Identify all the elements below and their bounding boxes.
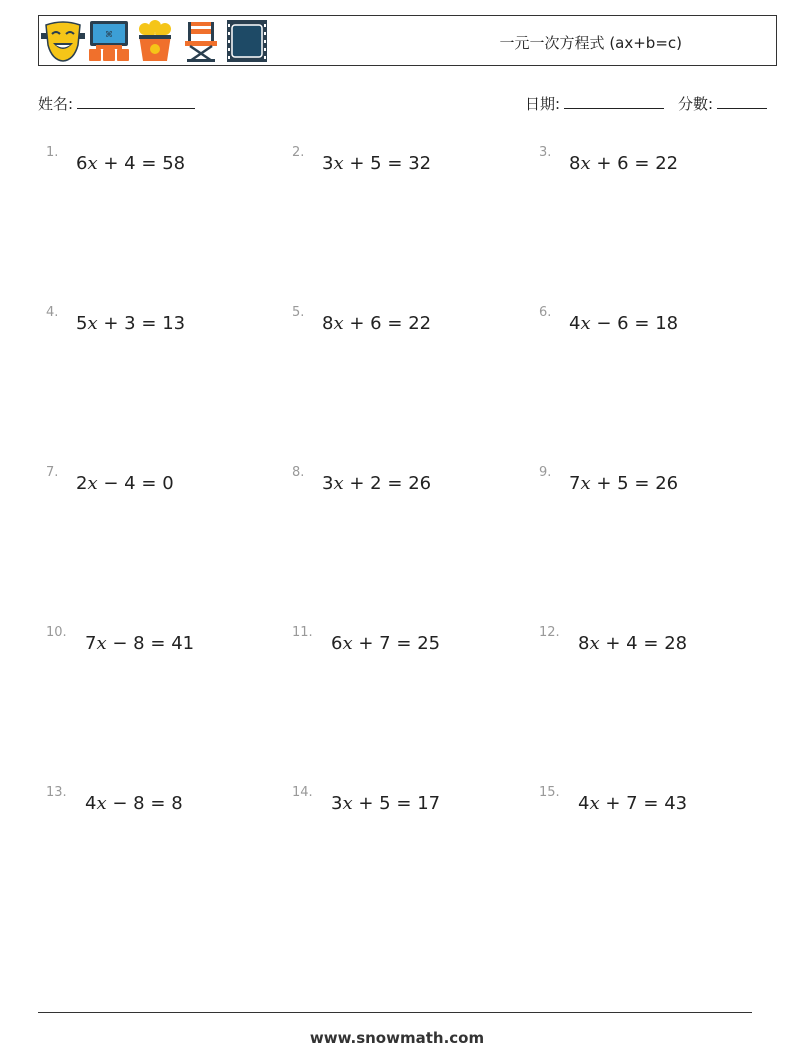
equation-variable: x <box>580 313 591 334</box>
problem-number: 13. <box>46 785 67 800</box>
equation-constant: 5 <box>370 153 382 174</box>
problem-item <box>539 145 769 175</box>
equation-constant: 2 <box>370 473 382 494</box>
equation-constant: 8 <box>133 633 145 654</box>
equation-equals-sign: = <box>387 153 403 174</box>
name-label: 姓名: <box>38 95 74 113</box>
problem-number: 3. <box>539 145 552 160</box>
equation-constant: 7 <box>626 793 638 814</box>
equation-operator: + <box>349 473 365 494</box>
equation <box>578 793 687 814</box>
equation <box>85 633 194 654</box>
equation-operator: + <box>349 153 365 174</box>
equation-constant: 7 <box>379 633 391 654</box>
equation-constant: 5 <box>617 473 629 494</box>
equation-result: 0 <box>162 473 174 494</box>
equation-operator: + <box>103 153 119 174</box>
equation <box>578 633 687 654</box>
equation-coefficient: 5 <box>76 313 88 334</box>
equation-operator: + <box>596 473 612 494</box>
equation-variable: x <box>342 633 353 654</box>
equation <box>76 153 185 174</box>
equation <box>331 633 440 654</box>
equation-coefficient: 8 <box>578 633 590 654</box>
equation-variable: x <box>589 793 600 814</box>
score-field <box>678 93 767 114</box>
equation-coefficient: 2 <box>76 473 88 494</box>
equation-equals-sign: = <box>634 153 650 174</box>
equation-constant: 5 <box>379 793 391 814</box>
equation-variable: x <box>580 153 591 174</box>
equation <box>85 793 183 814</box>
equation-coefficient: 8 <box>322 313 334 334</box>
date-field <box>525 93 664 114</box>
footer-divider <box>38 1012 752 1013</box>
problem-item <box>539 785 769 815</box>
equation-result: 26 <box>655 473 679 494</box>
equation-coefficient: 4 <box>578 793 590 814</box>
equation-equals-sign: = <box>634 313 650 334</box>
equation-equals-sign: = <box>141 153 157 174</box>
date-blank[interactable] <box>564 94 664 109</box>
equation-coefficient: 6 <box>331 633 343 654</box>
equation <box>569 473 678 494</box>
problem-number: 14. <box>292 785 313 800</box>
equation <box>322 473 431 494</box>
equation-variable: x <box>342 793 353 814</box>
equation-operator: − <box>112 793 128 814</box>
equation-coefficient: 7 <box>85 633 97 654</box>
equation-equals-sign: = <box>150 633 166 654</box>
monitor-icon <box>87 19 131 63</box>
equation-equals-sign: = <box>634 473 650 494</box>
svg-text:⌘: ⌘ <box>105 30 113 39</box>
problem-item <box>46 785 276 815</box>
equation-coefficient: 6 <box>76 153 88 174</box>
worksheet-header <box>38 15 777 66</box>
equation-result: 32 <box>408 153 432 174</box>
problem-item <box>46 145 276 175</box>
problem-number: 1. <box>46 145 59 160</box>
equation-operator: + <box>605 633 621 654</box>
equation-constant: 4 <box>626 633 638 654</box>
equation-constant: 6 <box>617 313 629 334</box>
equation <box>331 793 440 814</box>
equation-variable: x <box>87 153 98 174</box>
equation-equals-sign: = <box>150 793 166 814</box>
equation-operator: + <box>349 313 365 334</box>
problem-item <box>292 625 522 655</box>
problem-item <box>292 465 522 495</box>
equation-equals-sign: = <box>141 313 157 334</box>
date-label: 日期: <box>525 95 561 113</box>
problem-item <box>292 785 522 815</box>
equation-constant: 4 <box>124 153 136 174</box>
film-frame-icon <box>225 19 269 63</box>
equation-result: 58 <box>162 153 186 174</box>
problem-item <box>46 465 276 495</box>
problem-number: 7. <box>46 465 59 480</box>
problem-item <box>46 625 276 655</box>
equation-coefficient: 4 <box>85 793 97 814</box>
problem-number: 11. <box>292 625 313 640</box>
name-blank[interactable] <box>77 94 195 109</box>
equation-result: 26 <box>408 473 432 494</box>
equation-equals-sign: = <box>387 313 403 334</box>
equation-equals-sign: = <box>643 793 659 814</box>
equation-constant: 4 <box>124 473 136 494</box>
equation-result: 28 <box>664 633 688 654</box>
equation-operator: + <box>605 793 621 814</box>
equation-variable: x <box>96 793 107 814</box>
equation-result: 43 <box>664 793 688 814</box>
equation-variable: x <box>87 313 98 334</box>
problem-number: 6. <box>539 305 552 320</box>
problem-number: 4. <box>46 305 59 320</box>
equation-variable: x <box>580 473 591 494</box>
header-icons <box>41 19 271 63</box>
directors-chair-icon <box>179 19 223 63</box>
equation <box>322 313 431 334</box>
equation-variable: x <box>87 473 98 494</box>
equation-variable: x <box>333 153 344 174</box>
equation-result: 25 <box>417 633 441 654</box>
equation-result: 18 <box>655 313 679 334</box>
equation-operator: − <box>596 313 612 334</box>
problem-number: 9. <box>539 465 552 480</box>
equation-coefficient: 3 <box>322 473 334 494</box>
problem-item <box>292 145 522 175</box>
footer-url: www.snowmath.com <box>309 1029 485 1047</box>
equation-equals-sign: = <box>387 473 403 494</box>
equation-result: 13 <box>162 313 186 334</box>
theater-mask-icon <box>41 19 85 63</box>
problem-number: 2. <box>292 145 305 160</box>
name-field <box>38 93 195 114</box>
score-blank[interactable] <box>717 94 767 109</box>
equation-variable: x <box>333 313 344 334</box>
equation-operator: + <box>358 633 374 654</box>
equation-result: 17 <box>417 793 441 814</box>
equation-variable: x <box>333 473 344 494</box>
equation-operator: − <box>112 633 128 654</box>
equation-constant: 6 <box>617 153 629 174</box>
equation-equals-sign: = <box>396 793 412 814</box>
problem-item <box>292 305 522 335</box>
equation-constant: 8 <box>133 793 145 814</box>
equation <box>569 313 678 334</box>
problem-number: 8. <box>292 465 305 480</box>
equation-constant: 6 <box>370 313 382 334</box>
popcorn-icon <box>133 19 177 63</box>
score-label: 分數: <box>678 95 714 113</box>
problem-item <box>539 465 769 495</box>
equation <box>322 153 431 174</box>
equation-operator: + <box>358 793 374 814</box>
equation-equals-sign: = <box>396 633 412 654</box>
equation-result: 41 <box>171 633 195 654</box>
equation-equals-sign: = <box>643 633 659 654</box>
equation-coefficient: 4 <box>569 313 581 334</box>
equation <box>76 313 185 334</box>
equation-variable: x <box>589 633 600 654</box>
equation-operator: − <box>103 473 119 494</box>
problem-number: 5. <box>292 305 305 320</box>
equation-result: 8 <box>171 793 183 814</box>
problem-number: 10. <box>46 625 67 640</box>
equation-constant: 3 <box>124 313 136 334</box>
equation <box>76 473 174 494</box>
equation-operator: + <box>596 153 612 174</box>
equation-variable: x <box>96 633 107 654</box>
problem-item <box>539 625 769 655</box>
problem-item <box>46 305 276 335</box>
equation-coefficient: 3 <box>331 793 343 814</box>
equation-result: 22 <box>655 153 679 174</box>
equation-result: 22 <box>408 313 432 334</box>
problem-number: 15. <box>539 785 560 800</box>
equation <box>569 153 678 174</box>
equation-coefficient: 7 <box>569 473 581 494</box>
equation-operator: + <box>103 313 119 334</box>
problem-number: 12. <box>539 625 560 640</box>
equation-coefficient: 3 <box>322 153 334 174</box>
equation-equals-sign: = <box>141 473 157 494</box>
worksheet-title: 一元一次方程式 (ax+b=c) <box>499 34 682 52</box>
equation-coefficient: 8 <box>569 153 581 174</box>
problem-item <box>539 305 769 335</box>
